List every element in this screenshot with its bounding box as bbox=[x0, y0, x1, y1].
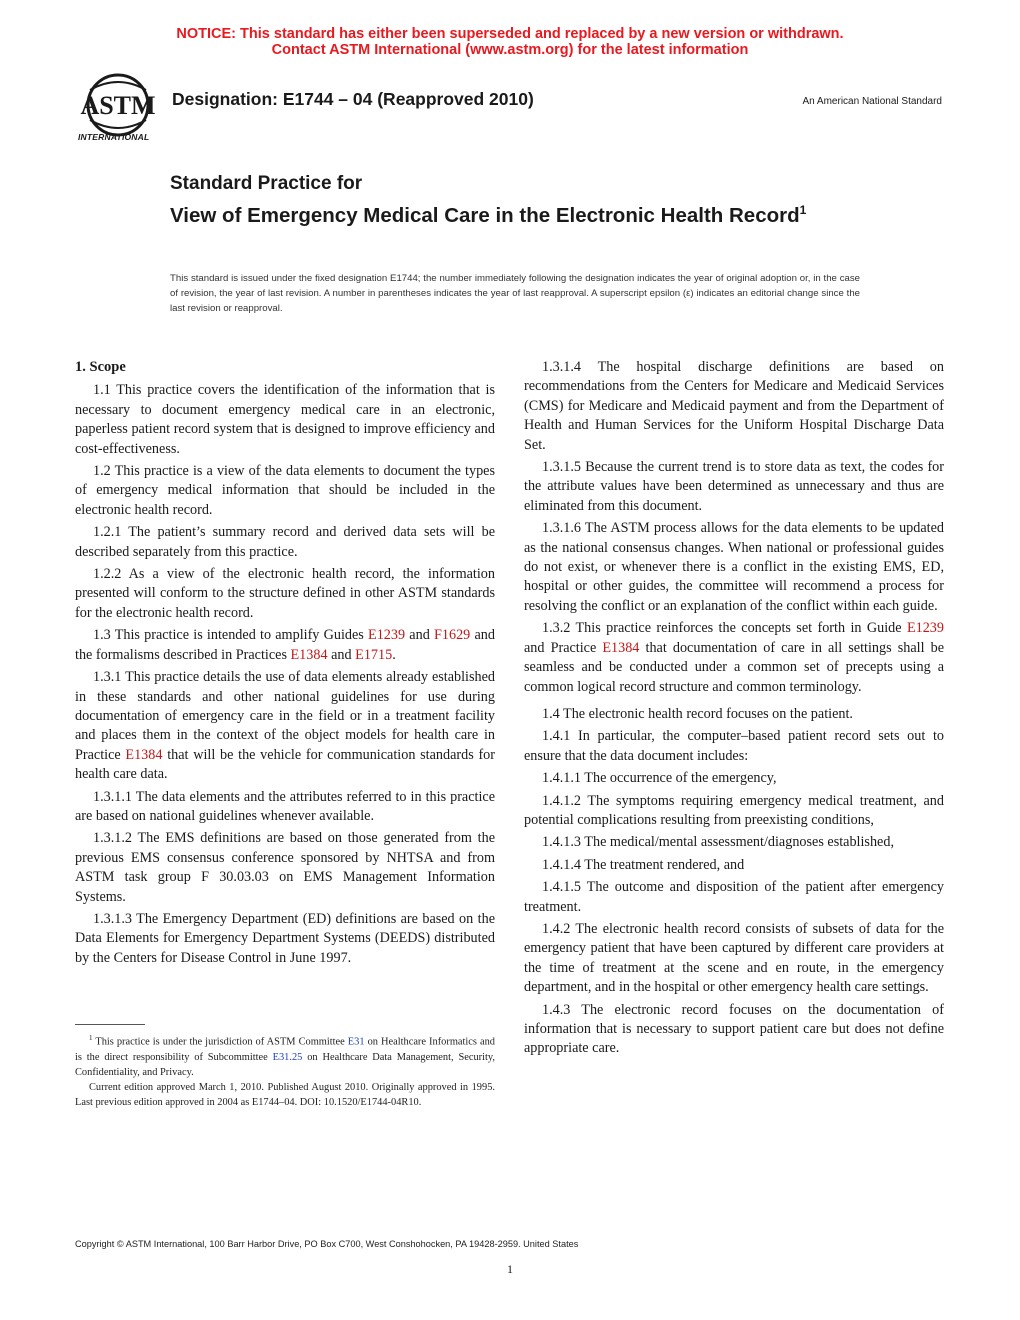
link-e1384[interactable]: E1384 bbox=[125, 746, 163, 763]
para-1-2-2: 1.2.2 As a view of the electronic health record, the information presented will conform to the structure defined in other ASTM standards for the electronic health record. bbox=[75, 566, 495, 621]
link-e1384[interactable]: E1384 bbox=[602, 639, 640, 656]
link-e1239[interactable]: E1239 bbox=[368, 627, 406, 644]
para-1-3-1-2: 1.3.1.2 The EMS definitions are based on those generated from the previous EMS consensus conference sponsored by NHTSA and from ASTM task group F 30.03.03 on EMS Management Information Systems. bbox=[75, 830, 495, 905]
national-standard-label: An American National Standard bbox=[802, 96, 942, 107]
logo-word: INTERNATIONAL bbox=[78, 132, 150, 142]
text: and Practice bbox=[524, 639, 603, 656]
link-e31[interactable]: E31 bbox=[347, 1036, 365, 1048]
text: . bbox=[392, 646, 396, 663]
text: and the formalisms described in Practices bbox=[75, 627, 495, 663]
copyright-line: Copyright © ASTM International, 100 Barr Harbor Drive, PO Box C700, West Conshohocken, PA 19428-2959. United States bbox=[75, 1239, 579, 1249]
right-column bbox=[524, 358, 944, 1062]
left-column bbox=[75, 358, 495, 971]
text: on Healthcare Data Management, Security, Confidentiality, and Privacy. bbox=[75, 1051, 495, 1078]
para-1-3-1-6: 1.3.1.6 The ASTM process allows for the data elements to be updated as the national consensus changes. When national or professional guides do not exist, or whenever there is a conflict in the existing EMS, ED, hospital or other guides, the committee will recommend a process for resolving the conflict or an explanation of the conflict within each guide. bbox=[524, 520, 944, 614]
title-text: View of Emergency Medical Care in the Electronic Health Record bbox=[170, 203, 800, 227]
text: and bbox=[327, 646, 356, 663]
notice-line-1: NOTICE: This standard has either been superseded and replaced by a new version or withdrawn. bbox=[176, 26, 844, 42]
page-number: 1 bbox=[507, 1262, 513, 1276]
para-1-1: 1.1 This practice covers the identification of the information that is necessary to document emergency medical care in an electronic, paperless patient record system that is designed to improve efficiency and cost-effectiveness. bbox=[75, 382, 495, 457]
para-1-4-1-2: 1.4.1.2 The symptoms requiring emergency medical treatment, and potential complications resulting from preexisting conditions, bbox=[524, 792, 944, 828]
text: that will be the vehicle for communication standards for health care data. bbox=[75, 746, 495, 783]
para-1-3-2 bbox=[524, 619, 944, 697]
para-1-4-3: 1.4.3 The electronic record focuses on the documentation of information that is necessary to support patient care but does not define appropriate care. bbox=[524, 1001, 944, 1057]
link-e1715[interactable]: E1715 bbox=[355, 646, 393, 663]
title-prefix: Standard Practice for bbox=[170, 173, 363, 194]
link-f1629[interactable]: F1629 bbox=[434, 627, 471, 644]
notice-banner bbox=[0, 26, 1020, 58]
footnote-mark: 1 bbox=[89, 1034, 93, 1042]
para-1-3-1-4: 1.3.1.4 The hospital discharge definitions are based on recommendations from the Centers for Medicare and Medicaid Services (CMS) for Medicare and Medicaid payment and from the Department of Health and Human Services for the Uniform Hospital Discharge Data Set. bbox=[524, 359, 944, 453]
footnote-1 bbox=[75, 1031, 495, 1080]
text: This practice is under the jurisdiction of ASTM Committee bbox=[92, 1036, 348, 1048]
para-1-4-1-5: 1.4.1.5 The outcome and disposition of the patient after emergency treatment. bbox=[524, 879, 944, 915]
link-e31-25[interactable]: E31.25 bbox=[272, 1051, 303, 1063]
footnotes bbox=[75, 1031, 495, 1110]
para-1-3-1-5: 1.3.1.5 Because the current trend is to store data as text, the codes for the attribute values have been determined as unnecessary and thus are eliminated from this document. bbox=[524, 459, 944, 514]
para-1-3-1 bbox=[75, 668, 495, 784]
para-1-3-1-3: 1.3.1.3 The Emergency Department (ED) definitions are based on the Data Elements for Emergency Department Systems (DEEDS) distributed by the Centers for Disease Control in June 1997. bbox=[75, 910, 495, 966]
footnote-divider bbox=[75, 1024, 145, 1025]
logo-text: ASTM bbox=[80, 91, 156, 120]
para-1-2: 1.2 This practice is a view of the data elements to document the types of emergency medical information that should be included in the electronic health record. bbox=[75, 463, 495, 518]
section-heading-scope: 1. Scope bbox=[75, 359, 126, 375]
para-1-3-1-1: 1.3.1.1 The data elements and the attributes referred to in this practice are based on national guidelines whenever available. bbox=[75, 788, 495, 824]
footnote-edition: Current edition approved March 1, 2010. Published August 2010. Originally approved in 1995. Last previous edition approved in 2004 as E1744–04. DOI: 10.1520/E1744-04R10. bbox=[75, 1082, 495, 1109]
text: that documentation of care in all settings shall be seamless and be conducted under a common set of precepts using a common logical record structure and common terminology. bbox=[524, 639, 945, 695]
link-e1384[interactable]: E1384 bbox=[290, 646, 328, 663]
para-1-2-1: 1.2.1 The patient’s summary record and derived data sets will be described separately from this practice. bbox=[75, 524, 495, 560]
issued-note: This standard is issued under the fixed designation E1744; the number immediately following the designation indicates the year of original adoption or, in the case of revision, the year of last revision. A number in parentheses indicates the year of last reapproval. A superscript epsilon (ε) indicates an editorial change since the last revision or reapproval. bbox=[170, 273, 860, 314]
link-e1239[interactable]: E1239 bbox=[906, 620, 944, 637]
para-1-4-1-1: 1.4.1.1 The occurrence of the emergency, bbox=[542, 770, 777, 787]
title-footnote-mark: 1 bbox=[799, 203, 807, 217]
para-1-4-1-3: 1.4.1.3 The medical/mental assessment/diagnoses established, bbox=[542, 834, 894, 851]
notice-line-2: Contact ASTM International (www.astm.org) for the latest information bbox=[271, 42, 749, 58]
para-1-4-2: 1.4.2 The electronic health record consists of subsets of data for the emergency patient that have been captured by different care providers at the time of treatment at the scene and en route, in the emergency department, and in the hospital or other emergency health care settings. bbox=[524, 920, 944, 996]
para-1-4: 1.4 The electronic health record focuses on the patient. bbox=[542, 705, 853, 722]
document-title bbox=[170, 197, 870, 229]
text: 1.3.1 This practice details the use of data elements already established in these standards and other national guidelines for use during documentation of emergency care in the field or in a treatment facility and places them in the context of the object models for health care in Practice bbox=[75, 669, 495, 763]
text: 1.3 This practice is intended to amplify Guides bbox=[93, 627, 369, 644]
text: on Healthcare Informatics and is the direct responsibility of Subcommittee bbox=[75, 1036, 495, 1063]
designation: Designation: E1744 – 04 (Reapproved 2010) bbox=[172, 89, 534, 109]
para-1-3 bbox=[75, 626, 495, 665]
para-1-4-1-4: 1.4.1.4 The treatment rendered, and bbox=[542, 856, 745, 873]
para-1-4-1: 1.4.1 In particular, the computer–based patient record sets out to ensure that the data document includes: bbox=[524, 728, 944, 764]
text: 1.3.2 This practice reinforces the concepts set forth in Guide bbox=[542, 620, 907, 637]
text: and bbox=[405, 627, 435, 644]
